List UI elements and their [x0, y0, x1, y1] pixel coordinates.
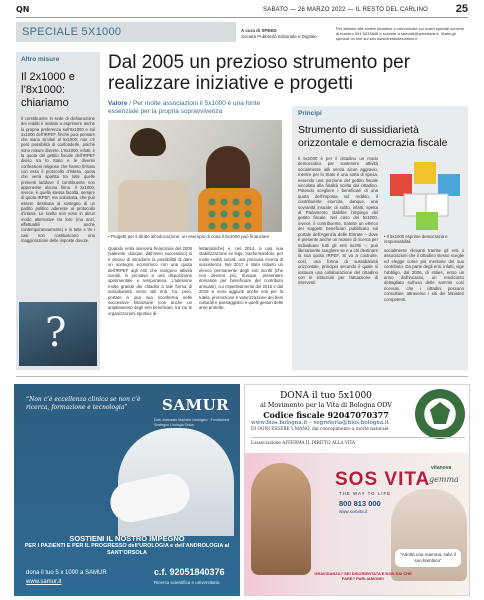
mpv-tax-code: Codice fiscale 92047070377 — [263, 410, 389, 420]
sos-vita-website-link[interactable]: www.sosvita.it — [339, 509, 368, 514]
sos-vita-tagline: THE WAY TO LIFE — [339, 491, 392, 496]
samur-headline: SOSTIENI IL NOSTRO IMPEGNO — [69, 534, 185, 543]
photo-woman-body — [118, 180, 188, 232]
section-header — [16, 22, 468, 46]
pregnancy-help-text: GRAVIDANZA? SEI DISORIENTATA E NON SAI CHE FARE? PARLIAMONE! — [314, 571, 412, 581]
publisher-credit — [241, 28, 317, 40]
photo-dress-pattern — [204, 194, 256, 230]
samur-motto: “Non c’è eccellenza clinica se non c’è ricerca, formazione e tecnologia” — [26, 396, 141, 411]
ad-divider — [16, 376, 468, 377]
cube-green — [416, 212, 438, 230]
mpv-mission: DI OGNI ESSERE UMANO, dal concepimento a morte naturale — [251, 427, 389, 432]
sos-vita-logo: SOS VITA — [335, 469, 431, 490]
sidebar-headline: Il 2x1000 e l’8x1000: chiariamo — [21, 71, 75, 109]
cube-red — [390, 174, 412, 196]
principi-box — [292, 106, 468, 370]
cubes-caption: • Il 5x1000 esprime democrazia e responsabilità — [384, 234, 448, 245]
samur-subheadline: PER I PAZIENTI E PER IL PROGRESSO dell’UROLOGIA e dell’ANDROLOGIA al SANT’ORSOLA — [24, 543, 230, 556]
dateline: SABATO — 26 MARZO 2022 — IL RESTO DEL CARLINO — [263, 7, 428, 13]
sidebar-kicker: Altro misure — [21, 56, 60, 63]
samur-logo-sub: Dott. Avanzato Maestro Urologico · Fondazione Sostegno Urologia Onlus — [154, 418, 230, 427]
photo-caption: • Progetti per il diritto all’educazione: un esempio di cosa il 5x1000 può finanziare — [108, 234, 270, 239]
subheadline-text: Per molte associazioni il 5x1000 è una fonte essenziale per la propria sopravvivenza — [108, 100, 261, 115]
subheadline-kicker: Valore — [108, 100, 128, 107]
samur-website-link[interactable]: www.samur.it — [26, 579, 62, 585]
principi-kicker: Principi — [298, 110, 322, 117]
samur-research-note: Ricerca scientifica e universitaria — [154, 580, 220, 585]
samur-logo: SAMUR — [162, 396, 230, 414]
mpv-seal-icon — [415, 389, 465, 439]
principi-body-col-2: socialmente rilevanti tramite gli enti o associazioni che il cittadino stesso sceglie ed elegge come più meritorie del suo contributo. Da parte degli enti, infatti, vige l’obbligo, dal 2006, di stilare, entro un anno dall’incasso, un rendiconto dettagliato sull’uso delle somme così ricevute, che i cittadini possono consultare attraverso i siti dei Ministeri competenti. — [384, 248, 465, 302]
question-mark-image — [19, 302, 97, 366]
adopt-mother-bubble: “Adotta una mamma, salvi il suo bambino” — [395, 549, 461, 567]
cubes-image — [384, 154, 464, 234]
samur-donate-text: dona il tuo 5 x 1000 a SAMUR — [26, 570, 107, 576]
mpv-contacts-link[interactable]: www.bios.bologna.it – segreteria@bios.bologna.it — [251, 420, 389, 426]
main-body-col-2: lettantistiche) e, nel 2014, a una sua stabilizzazione ex lege, trasformandolo, per molte realtà sociali, una preziosa risorsa di sussistenza. Nel 2017 è stato istituito un elenco permanente degli enti iscritti (che non devono più, dunque, presentare domande per beneficiare del contributo annuale), cui rispettivamente del 2016 e dal 2019 si sono aggiunti anche enti per la tutela, promozione e valorizzazione dei beni culturali e paesaggistici e quelli gestori delle aree protette. — [199, 246, 283, 311]
photo-woman-head — [130, 128, 166, 156]
samur-ad[interactable] — [14, 384, 240, 596]
vitanova-logo: vitanova — [431, 465, 452, 471]
mpv-org-name: al Movimento per la Vita di Bologna ODV — [260, 402, 392, 409]
subheadline-sep: / — [129, 100, 133, 107]
publisher-label: A cura di SPEED — [241, 28, 277, 33]
gemma-logo: gemma — [429, 475, 459, 484]
main-headline: Dal 2005 un prezioso strumento per realizzare iniziative e progetti — [108, 52, 411, 94]
sidebar-body: Il contribuente in sede di dichiarazione dei redditi è invitato a esprimere anche la propria preferenza sull’8x1000 e sul 2x1000 dell’IRPEF, finché puoi pensare che siano similari al 5x1000; non c’è però possibilità di confonderle, poiché sono misure diverse. L’8x1000, infatti, è la quota del gettito fiscale dell’IRPEF diviso tra lo Stato e le diverse confessioni religiose che hanno firmato con esso il protocollo d’intesa, quota che verrà spartita tra tutte quelle presenti laddove il contribuente non apponesse alcuna firma. Il 2x1000, invece, è quella stessa facoltà, sempre di quota IRPEF, ma volontaria, che può essere destinata al sostegno di un partito politico aderente al protocollo d’intesa. Le scelte non sono in alcun modo alternative tra loro (ma anzi, effettuabili anche contemporaneamente) e in tutte e tre i casi non costituiscono una maggiorazione delle imposte dovute. — [21, 116, 95, 243]
qn-logo: QN — [16, 5, 30, 14]
cube-yellow — [414, 162, 436, 184]
question-mark-icon: ? — [45, 310, 67, 356]
publisher-sub: Società Pubblicità Editoriale e Digitale — [241, 34, 317, 39]
sidebar-article — [16, 52, 100, 370]
main-body-col-1: Quando nella manovra finanziaria del 2005 (valevole, dunque, dall’anno successivo) si è deciso di introdurre la possibilità di dare un sostegno economico con una quota dell’IRPEF agli enti che svolgono attività sociali, si pensava a una disposizione sperimentale e temporanea. L’adesione molto grande dei cittadini a tale forma di sussidiarietà verso tali enti, ha, però, portato a una sua riconferma nelle successive finanziarie (con anche un ampliamento degli enti beneficiari, tra cui le organizzazioni sportive di- — [108, 246, 192, 316]
cube-blue — [438, 174, 460, 196]
education-photo — [108, 120, 282, 232]
mother-child-image — [391, 489, 467, 581]
sos-vita-phone[interactable]: 800 813 000 — [339, 499, 381, 508]
page-header — [16, 4, 468, 18]
movimento-vita-ad[interactable] — [244, 384, 470, 596]
section-info: Per attivare alle nostre iniziative e comunicare sui nostri speciali scrivete al numero 051 6033848 o scrivete a speciali@speedadv.it. Visita gli speciali on line sul sito www.ilrestodelcarlino.it — [336, 26, 465, 41]
principi-headline: Strumento di sussidiarietà orizzontale e democrazia fiscale — [298, 124, 448, 149]
mpv-donate-title: DONA il tuo 5x1000 — [280, 391, 372, 401]
seal-emblem — [430, 402, 450, 424]
samur-tax-code: c.f. 92051840376 — [154, 567, 225, 577]
page-number: 25 — [455, 3, 468, 15]
main-subheadline — [108, 100, 288, 116]
pregnant-woman-image — [251, 463, 311, 575]
principi-body-col-1: Il 5x1000 è per il cittadino un modo democratico per sostenere attività socialmente utili senza alcun aggravio, mentre per lo Stato è una sorta di spesa, essendo una porzione del gettito fiscale vincolata alla finalità scelta dal cittadino. Potendo scegliere i beneficiari di una quota dell’imposta sul reddito, il contribuente esercita, dunque, una sovranità insuale; di solito, infatti, spetta al Parlamento stabilire l’impiego del gettito fiscale. Nel caso del 5x1000, invece, il contribuente, tramite un elenco dei soggetti beneficiari pubblicato sul portale dell’Agenzia delle Entrate – dove è presente anche un motore di ricerca per individuare tutti gli enti iscritti –, può liberamente scegliere se e a chi destinare la sua quota IRPEF. Si va a costruire, così, una forma di sussidiarietà orizzontale, principio secondo il quale si instaura una collaborazione del cittadino con le istituzioni per l’attuazione di interventi — [298, 156, 378, 286]
section-title: SPECIALE 5X1000 — [16, 22, 236, 42]
mpv-notice: L’associazione AFFERMA IL DIRITTO ALLA VITA — [251, 437, 465, 445]
